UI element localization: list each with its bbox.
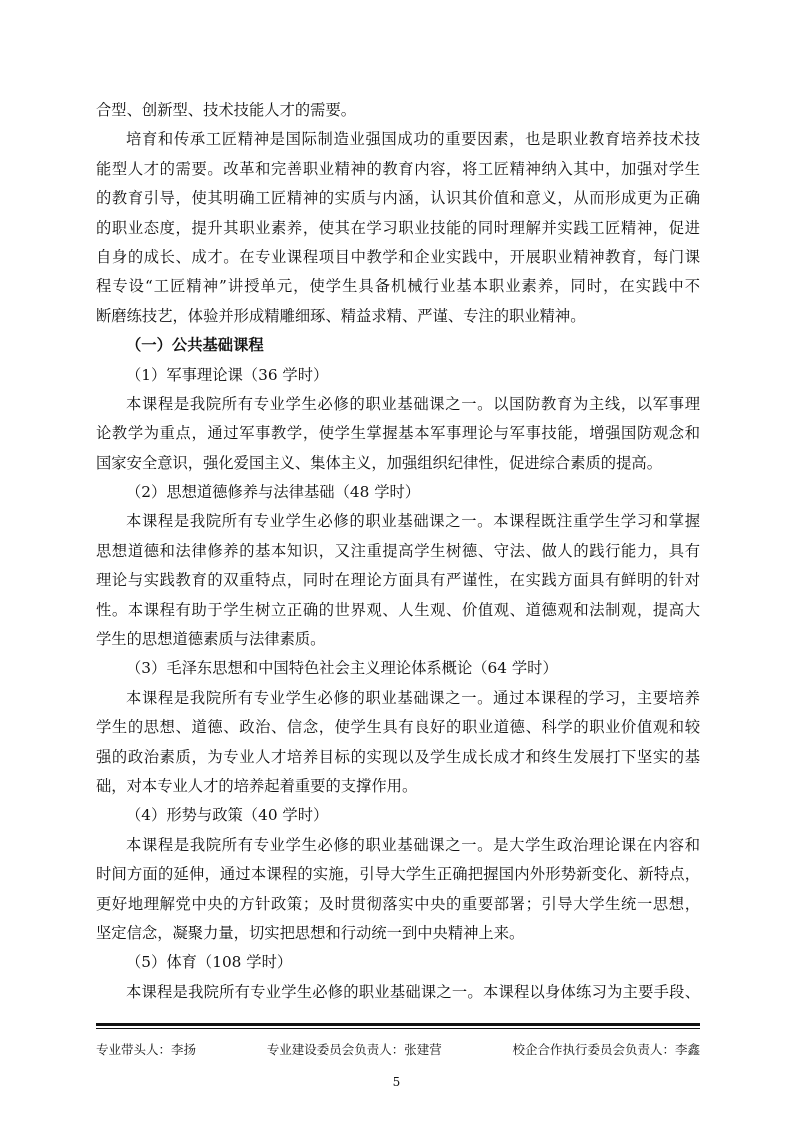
paragraph-line: 学生的思想、道德、政治、信念，使学生具有良好的职业道德、科学的职业价值观和较 [96, 718, 700, 737]
paragraph-line: 本课程是我院所有专业学生必修的职业基础课之一。本课程既注重学生学习和掌握 [126, 512, 700, 531]
paragraph-line: 国家安全意识，强化爱国主义、集体主义，加强组织纪律性，促进综合素质的提高。 [96, 453, 662, 472]
paragraph-line: 思想道德和法律修养的基本知识，又注重提高学生树德、守法、做人的践行能力，具有 [96, 541, 700, 560]
footer-divider-thick [96, 1023, 700, 1026]
paragraph-line: 断磨练技艺，体验并形成精雕细琢、精益求精、严谨、专注的职业精神。 [96, 306, 586, 325]
paragraph-line: 培育和传承工匠精神是国际制造业强国成功的重要因素，也是职业教育培养技术技 [126, 130, 700, 149]
paragraph-line: 能型人才的需要。改革和完善职业精神的教育内容，将工匠精神纳入其中，加强对学生 [96, 159, 700, 178]
paragraph-line: 论教学为重点，通过军事教学，使学生掌握基本军事理论与军事技能，增强国防观念和 [96, 424, 700, 443]
footer-committee-head: 专业建设委员会负责人：张建营 [266, 1042, 442, 1057]
paragraph-line: 础，对本专业人才的培养起着重要的支撑作用。 [96, 776, 418, 795]
paragraph-line: 时间方面的延伸，通过本课程的实施，引导大学生正确把握国内外形势新变化、新特点， [96, 865, 700, 884]
paragraph-line: 本课程是我院所有专业学生必修的职业基础课之一。通过本课程的学习，主要培养 [126, 688, 700, 707]
section-heading: （一）公共基础课程 [126, 336, 264, 355]
course-title: （4）形势与政策（40 学时） [126, 806, 329, 825]
course-title: （2）思想道德修养与法律基础（48 学时） [126, 483, 421, 502]
page-number: 5 [392, 1075, 401, 1089]
course-title: （3）毛泽东思想和中国特色社会主义理论体系概论（64 学时） [126, 659, 558, 678]
paragraph-line: 的职业态度，提升其职业素养，使其在学习职业技能的同时理解并实践工匠精神，促进 [96, 218, 700, 237]
paragraph-line: 本课程是我院所有专业学生必修的职业基础课之一。以国防教育为主线，以军事理 [126, 394, 700, 413]
footer-divider-thin [96, 1028, 700, 1029]
document-body [96, 96, 700, 1007]
paragraph-line: 合型、创新型、技术技能人才的需要。 [96, 101, 357, 119]
paragraph-line: 本课程是我院所有专业学生必修的职业基础课之一。本课程以身体练习为主要手段、 [126, 982, 700, 1001]
course-title: （1）军事理论课（36 学时） [126, 365, 329, 384]
paragraph-line: 的教育引导，使其明确工匠精神的实质与内涵，认识其价值和意义，从而形成更为正确 [96, 189, 700, 208]
paragraph-line: 理论与实践教育的双重特点，同时在理论方面具有严谨性，在实践方面具有鲜明的针对 [96, 571, 700, 590]
paragraph-line: 性。本课程有助于学生树立正确的世界观、人生观、价值观、道德观和法制观，提高大 [96, 600, 700, 619]
paragraph-line: 本课程是我院所有专业学生必修的职业基础课之一。是大学生政治理论课在内容和 [126, 835, 700, 854]
course-title: （5）体育（108 学时） [126, 953, 293, 972]
paragraph-line: 自身的成长、成才。在专业课程项目中教学和企业实践中，开展职业精神教育，每门课 [96, 247, 700, 266]
paragraph-line: 更好地理解党中央的方针政策；及时贯彻落实中央的重要部署；引导大学生统一思想， [96, 894, 700, 913]
footer-program-leader: 专业带头人：李扬 [96, 1042, 197, 1057]
paragraph-line: 学生的思想道德素质与法律素质。 [96, 630, 326, 649]
page-footer [96, 1040, 700, 1058]
paragraph-line: 程专设“工匠精神”讲授单元，使学生具备机械行业基本职业素养，同时，在实践中不 [96, 277, 700, 296]
footer-school-enterprise-head: 校企合作执行委员会负责人：李鑫 [512, 1042, 700, 1057]
paragraph-line: 坚定信念，凝聚力量，切实把思想和行动统一到中央精神上来。 [96, 923, 525, 942]
paragraph-line: 强的政治素质，为专业人才培养目标的实现以及学生成长成才和终生发展打下坚实的基 [96, 747, 700, 766]
